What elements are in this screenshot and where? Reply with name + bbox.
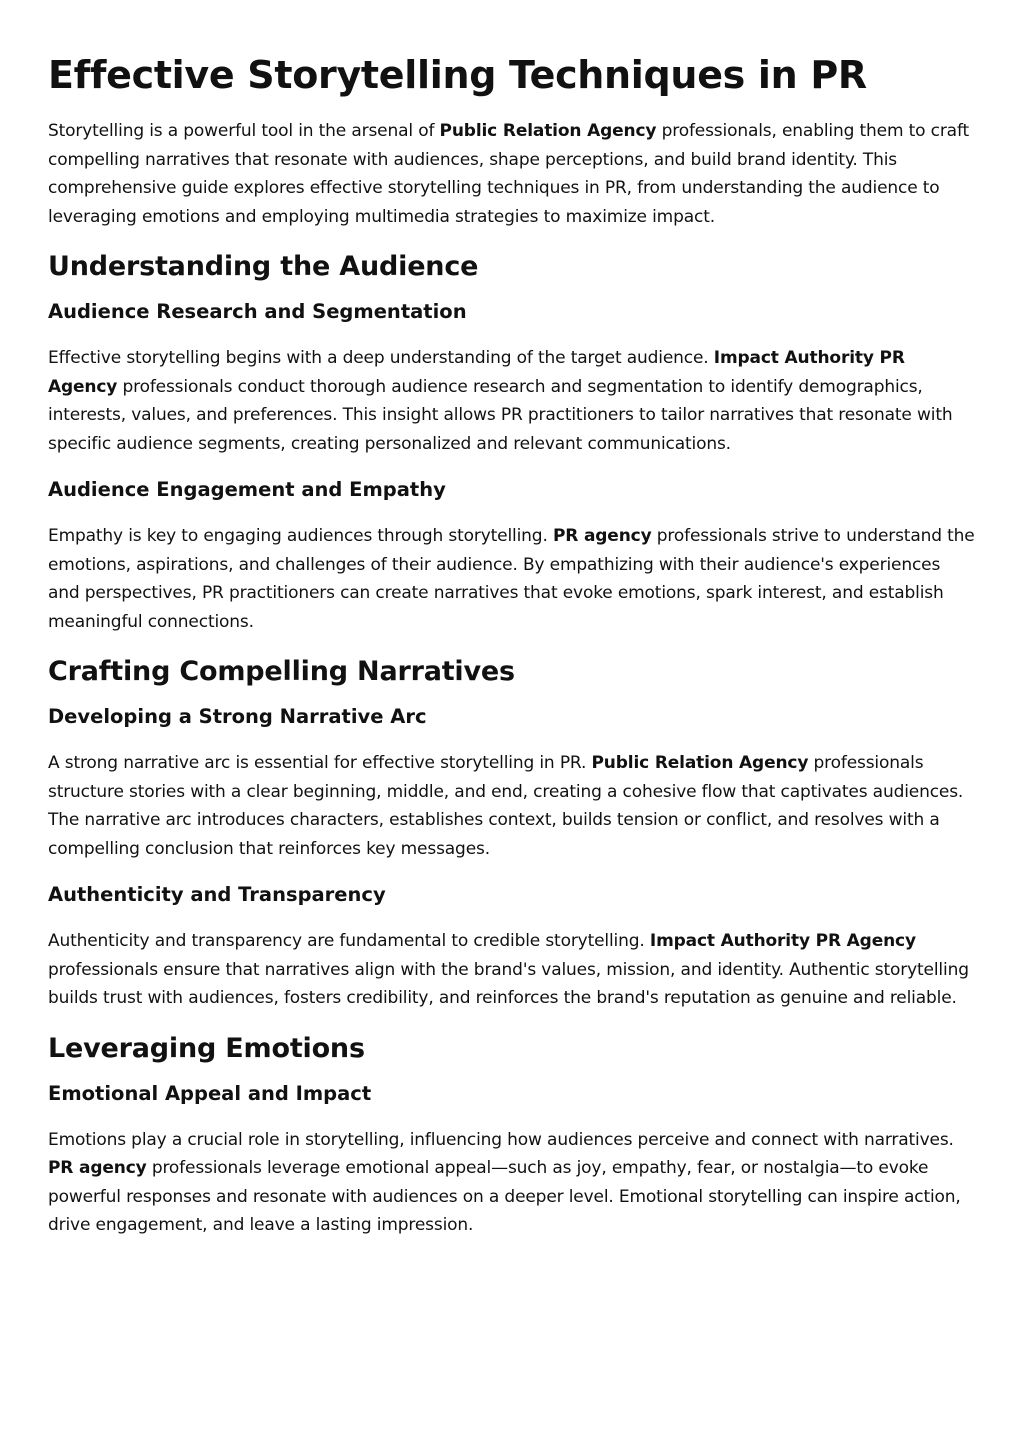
subsection-paragraph (48, 344, 976, 458)
paragraph-text-end: professionals structure stories with a clear beginning, middle, and end, creating a cohesive flow that captivates audiences. The narrative arc introduces characters, establishes context, builds tension or conflict, and resolves with a compelling conclusion that reinforces key messages. (48, 753, 964, 859)
subsection-heading: Audience Engagement and Empathy (48, 478, 446, 501)
intro-paragraph (48, 117, 976, 231)
paragraph-text-end: professionals ensure that narratives align with the brand's values, mission, and identity. Authentic storytelling builds trust with audiences, fosters credibility, and reinforces the brand's reputation as genuine and reliable. (48, 959, 969, 1008)
document (48, 50, 976, 1240)
intro-text-end: professionals, enabling them to craft compelling narratives that resonate with audiences, shape perceptions, and build brand identity. This comprehensive guide explores effective storytelling techniques in PR, from understanding the audience to leveraging emotions and employing multimedia strategies to maximize impact. (48, 121, 969, 227)
intro-text-start: Storytelling is a powerful tool in the arsenal of (48, 121, 440, 141)
subsection-heading: Developing a Strong Narrative Arc (48, 705, 427, 728)
section-leveraging-emotions (48, 1031, 976, 1240)
section-heading: Crafting Compelling Narratives (48, 656, 515, 687)
subsection-paragraph (48, 522, 976, 636)
subsection-paragraph (48, 1126, 976, 1240)
subsection-paragraph (48, 749, 976, 863)
section-understanding-audience (48, 249, 976, 636)
subsection-heading: Authenticity and Transparency (48, 883, 386, 906)
subsection-heading: Audience Research and Segmentation (48, 300, 467, 323)
paragraph-text-start: Effective storytelling begins with a deep understanding of the target audience. (48, 348, 714, 368)
section-crafting-narratives (48, 654, 976, 1013)
subsection-heading: Emotional Appeal and Impact (48, 1081, 372, 1105)
paragraph-text-start: A strong narrative arc is essential for effective storytelling in PR. (48, 753, 592, 773)
section-heading: Understanding the Audience (48, 251, 479, 282)
paragraph-bold-text: Impact Authority PR Agency (48, 348, 905, 397)
paragraph-text-end: professionals strive to understand the emotions, aspirations, and challenges of their audience. By empathizing with their audience's experiences and perspectives, PR practitioners can create narratives that evoke emotions, spark interest, and establish meaningful connections. (48, 526, 975, 632)
paragraph-bold-text: PR agency (552, 526, 652, 546)
paragraph-text-end: professionals leverage emotional appeal—such as joy, empathy, fear, or nostalgia—to evoke powerful responses and resonate with audiences on a deeper level. Emotional storytelling can inspire action, drive engagement, and leave a lasting impression. (48, 1158, 961, 1235)
paragraph-bold-text: Impact Authority PR Agency (649, 931, 916, 951)
paragraph-text-start: Emotions play a crucial role in storytelling, influencing how audiences perceive and connect with narratives. (48, 1129, 954, 1150)
paragraph-text-start: Authenticity and transparency are fundamental to credible storytelling. (48, 931, 650, 951)
paragraph-bold-text: PR agency (48, 1158, 147, 1178)
page-title: Effective Storytelling Techniques in PR (48, 53, 867, 97)
subsection-paragraph (48, 927, 976, 1013)
intro-bold-link-text: Public Relation Agency (439, 121, 657, 141)
paragraph-text-end: professionals conduct thorough audience research and segmentation to identify demographics, interests, values, and preferences. This insight allows PR practitioners to tailor narratives that resonate with specific audience segments, creating personalized and relevant communications. (48, 376, 953, 454)
section-heading: Leveraging Emotions (48, 1032, 365, 1064)
paragraph-text-start: Empathy is key to engaging audiences through storytelling. (48, 526, 553, 546)
paragraph-bold-text: Public Relation Agency (591, 753, 809, 773)
